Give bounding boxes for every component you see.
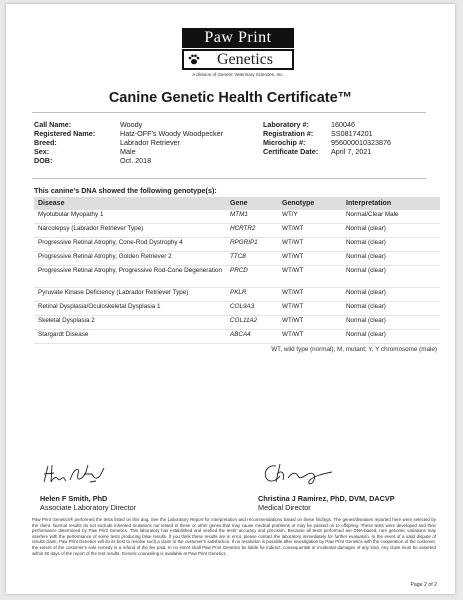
cell-gene: MTM1 [226, 210, 278, 224]
logo-line-1: Paw Print [182, 28, 294, 48]
cell-interpretation: Normal (clear) [342, 252, 440, 266]
info-row [263, 129, 391, 138]
info-row [263, 120, 391, 129]
info-value: Hatz-OFF's Woody Woodpecker [120, 129, 223, 139]
info-value: 160046 [331, 120, 355, 129]
info-divider [32, 178, 426, 179]
info-label: Registered Name: [34, 129, 96, 139]
info-value: Labrador Retriever [120, 138, 180, 148]
cell-interpretation: Normal/Clear Male [342, 210, 440, 224]
col-genotype-header: Genotype [278, 197, 342, 210]
cell-gene: COL11A2 [226, 316, 278, 330]
cell-disease: Retinal Dysplasia/Oculoskeletal Dysplasia 1 [34, 302, 226, 316]
info-label: Certificate Date: [263, 147, 319, 157]
signature-helen-smith [40, 460, 110, 488]
cell-disease: Progressive Retinal Atrophy, Golden Retriever 2 [34, 252, 226, 266]
cell-disease: Stargardt Disease [34, 330, 226, 344]
cell-genotype: WT/WT [278, 316, 342, 330]
info-row [34, 156, 223, 165]
paw-print-genetics-logo [182, 28, 294, 82]
cell-genotype: WT/WT [278, 238, 342, 252]
cell-gene: PRCD [226, 266, 278, 288]
dog-info-left [34, 120, 223, 165]
info-value: Oct. 2018 [120, 156, 152, 166]
cell-genotype: WT/Y [278, 210, 342, 224]
col-gene-header: Gene [226, 197, 278, 210]
table-row [34, 302, 440, 316]
signatory-1-name: Helen F Smith, PhD [40, 494, 108, 503]
table-row [34, 252, 440, 266]
info-label: Registration #: [263, 129, 314, 139]
signatory-2-title: Medical Director [258, 503, 311, 512]
signatory-1 [40, 494, 136, 512]
cell-disease: Progressive Retinal Atrophy, Cone-Rod Dystrophy 4 [34, 238, 226, 252]
signatory-2-name: Christina J Ramirez, PhD, DVM, DACVP [258, 494, 395, 503]
signature-christina-ramirez [258, 460, 338, 488]
cell-disease: Myotubular Myopathy 1 [34, 210, 226, 224]
cell-interpretation: Normal (clear) [342, 238, 440, 252]
cell-gene: HCRTR2 [226, 224, 278, 238]
info-row [263, 138, 391, 147]
logo-tagline: A division of Genetic Veterinary Sciences, Inc. [192, 72, 284, 77]
cell-interpretation: Normal (clear) [342, 302, 440, 316]
disclaimer-text: Paw Print Genetics® performed the tests listed on this dog. See the Laboratory Report for interpretation and recommendations based on these findings. The genes/diseases reported here were selected by the client. Normal results do not exclude inherited mutations not tested in these or other genes that may cause medical problems or may be passed on to offspring. These tests were developed and their performance determined by Paw Print Genetics. This laboratory has established and verified the tests' accuracy and precision. Because all tests performed are DNA-based, rare genomic variations may interfere with the performance of some tests producing false results. If you think these results are in error, please contact the laboratory immediately for further evaluation. In the event of a valid dispute of results claim, Paw Print Genetics will do its best to resolve such a claim to the customer's satisfaction. If no resolution is possible after investigation by Paw Print Genetics with the cooperation of the customer, the extent of the customer's sole remedy is a refund of the fee paid. In no event shall Paw Print Genetics be liable for indirect, consequential or incidental damages of any kind. Any claim must be asserted within 60 days of the report of the test results. Genetic counseling is available at Paw Print Genetics. [32, 517, 436, 556]
cell-interpretation: Normal (clear) [342, 316, 440, 330]
info-row [263, 147, 391, 156]
cell-genotype: WT/WT [278, 330, 342, 344]
info-row [34, 120, 223, 129]
table-row [34, 224, 440, 238]
info-label: Breed: [34, 138, 57, 148]
cell-gene: ABCA4 [226, 330, 278, 344]
cell-disease: Progressive Retinal Atrophy, Progressive Rod-Cone Degeneration [34, 266, 226, 288]
cell-gene: RPGRIP1 [226, 238, 278, 252]
certificate-page [6, 4, 455, 594]
cell-genotype: WT/WT [278, 224, 342, 238]
info-label: Laboratory #: [263, 120, 309, 129]
signatory-2 [258, 494, 395, 512]
info-label: Sex: [34, 147, 50, 157]
cell-genotype: WT/WT [278, 252, 342, 266]
table-row [34, 330, 440, 344]
info-value: 956000010323876 [331, 138, 391, 148]
info-value: SS08174201 [331, 129, 373, 139]
genotype-legend-note: WT, wild type (normal); M, mutant; Y, Y chromosome (male) [271, 346, 437, 353]
cell-interpretation: Normal (clear) [342, 266, 440, 288]
dog-info-right [263, 120, 391, 156]
table-header-row [34, 197, 440, 210]
cell-gene: COL9A3 [226, 302, 278, 316]
paw-icon [188, 54, 200, 65]
cell-gene: TTC8 [226, 252, 278, 266]
info-label: Microchip #: [263, 138, 306, 148]
info-row [34, 129, 223, 138]
col-interpretation-header: Interpretation [342, 197, 440, 210]
info-value: Woody [120, 120, 143, 129]
table-row [34, 210, 440, 224]
info-label: Call Name: [34, 120, 72, 129]
cell-interpretation: Normal (clear) [342, 330, 440, 344]
info-row [34, 138, 223, 147]
info-row [34, 147, 223, 156]
genotype-heading: This canine's DNA showed the following genotype(s): [34, 186, 217, 195]
table-row [34, 238, 440, 252]
cell-interpretation: Normal (clear) [342, 288, 440, 302]
cell-interpretation: Normal (clear) [342, 224, 440, 238]
info-label: DOB: [34, 156, 53, 166]
title-divider [32, 112, 426, 113]
cell-disease: Skeletal Dysplasia 2 [34, 316, 226, 330]
table-row [34, 316, 440, 330]
cell-genotype: WT/WT [278, 288, 342, 302]
genotype-table [34, 197, 440, 344]
table-row [34, 266, 440, 288]
cell-disease: Narcolepsy (Labrador Retriever Type) [34, 224, 226, 238]
logo-line-2 [182, 49, 294, 70]
cell-gene: PKLR [226, 288, 278, 302]
logo-line-2-text: Genetics [217, 51, 273, 68]
cell-disease: Pyruvate Kinase Deficiency (Labrador Retriever Type) [34, 288, 226, 302]
cell-genotype: WT/WT [278, 266, 342, 288]
info-value: April 7, 2021 [331, 147, 372, 157]
table-row [34, 288, 440, 302]
page-number: Page 2 of 2 [410, 582, 437, 588]
cell-genotype: WT/WT [278, 302, 342, 316]
signatory-1-title: Associate Laboratory Director [40, 503, 137, 512]
info-value: Male [120, 147, 136, 157]
col-disease-header: Disease [34, 197, 226, 210]
certificate-title: Canine Genetic Health Certificate™ [108, 90, 353, 106]
genotype-table-body [34, 210, 440, 344]
